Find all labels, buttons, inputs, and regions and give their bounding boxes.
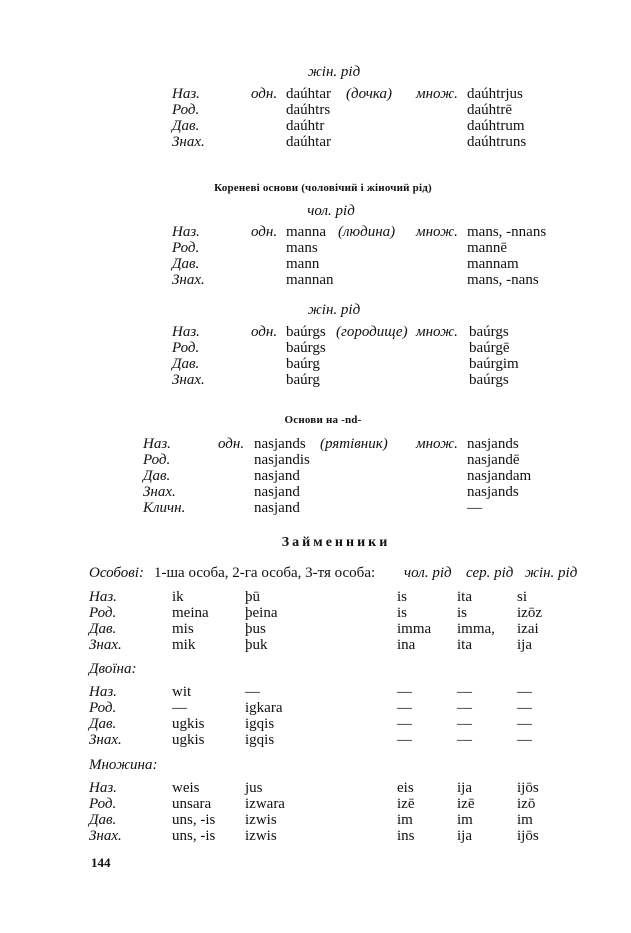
plural-form: mannē [467, 240, 507, 256]
section-title-fem-root: жін. рід [307, 302, 361, 318]
dual-label: Двоїна: [89, 661, 137, 677]
masc-form: im [397, 812, 413, 828]
p1-form: weis [172, 780, 200, 796]
fem-form: si [517, 589, 528, 605]
p1-form: meina [172, 605, 209, 621]
neut-form: — [457, 716, 472, 732]
plural-form: nasjandam [467, 468, 532, 484]
fem-form: izōz [517, 605, 542, 621]
case-label: Наз. [89, 589, 117, 605]
case-label: Дав. [172, 256, 200, 272]
case-label: Дав. [172, 356, 200, 372]
number-label: одн. [251, 324, 278, 340]
neut-form: ija [457, 828, 472, 844]
singular-form: nasjand [254, 468, 300, 484]
page-number: 144 [91, 855, 111, 870]
p1-form: ugkis [172, 716, 205, 732]
section-heading-root-stems: Кореневі основи (чоловічий і жіночий рід) [214, 182, 432, 194]
header-persons: 1-ша особа, 2-га особа, 3-тя особа: [154, 565, 376, 581]
plural-label: множ. [416, 86, 458, 102]
fem-form: ija [517, 637, 532, 653]
case-label: Дав. [89, 812, 117, 828]
case-label: Наз. [143, 436, 171, 452]
p1-form: wit [172, 684, 192, 700]
plural-form: nasjands [467, 484, 519, 500]
p2-form: igkara [245, 700, 283, 716]
case-label: Знах. [89, 637, 122, 653]
neut-form: im [457, 812, 473, 828]
singular-form: mans [286, 240, 318, 256]
case-label: Знах. [172, 372, 205, 388]
case-label: Род. [172, 340, 200, 356]
header-masc: чол. рід [404, 565, 452, 581]
p2-form: þus [245, 621, 266, 637]
fem-form: ijōs [517, 780, 539, 796]
gloss: (людина) [338, 224, 396, 240]
number-label: одн. [251, 86, 278, 102]
fem-form: izō [517, 796, 536, 812]
masc-form: eis [397, 780, 414, 796]
p2-form: izwis [245, 828, 277, 844]
singular-form: mann [286, 256, 320, 272]
masc-form: imma [397, 621, 432, 637]
number-label: одн. [218, 436, 245, 452]
case-label: Знах. [143, 484, 176, 500]
case-label: Дав. [89, 621, 117, 637]
plural-label: множ. [416, 224, 458, 240]
fem-form: izai [517, 621, 539, 637]
plural-form: nasjandē [467, 452, 520, 468]
header-fem: жін. рід [525, 565, 578, 581]
singular-form: nasjands [254, 436, 306, 452]
pronouns-title: Займенники [281, 535, 391, 550]
case-label: Наз. [89, 780, 117, 796]
singular-form: daúhtar [286, 86, 331, 102]
gloss: (рятівник) [320, 436, 388, 452]
singular-form: baúrgs [286, 324, 326, 340]
p2-form: igqis [245, 716, 275, 732]
plural-form: baúrgē [469, 340, 510, 356]
section-title-masc-root: чол. рід [307, 203, 355, 219]
plural-form: daúhtrum [467, 118, 525, 134]
plural-form: mannam [467, 256, 519, 272]
singular-form: daúhtar [286, 134, 331, 150]
singular-form: baúrgs [286, 340, 326, 356]
case-label: Род. [143, 452, 171, 468]
plural-form: baúrgs [469, 372, 509, 388]
plural-form: mans, -nans [467, 272, 539, 288]
neut-form: — [457, 684, 472, 700]
plural-form: — [467, 500, 482, 516]
singular-form: nasjand [254, 500, 300, 516]
case-label: Род. [172, 102, 200, 118]
fem-form: — [517, 700, 532, 716]
p2-form: izwis [245, 812, 277, 828]
p1-form: unsara [172, 796, 212, 812]
p2-form: igqis [245, 732, 275, 748]
neut-form: — [457, 732, 472, 748]
masc-form: ins [397, 828, 415, 844]
p1-form: mik [172, 637, 196, 653]
masc-form: — [397, 732, 412, 748]
p1-form: — [172, 700, 187, 716]
p2-form: þeina [245, 605, 278, 621]
fem-form: ijōs [517, 828, 539, 844]
fem-form: im [517, 812, 533, 828]
case-label: Знах. [89, 828, 122, 844]
singular-form: mannan [286, 272, 334, 288]
singular-form: baúrg [286, 372, 320, 388]
plural-form: daúhtrjus [467, 86, 523, 102]
neut-form: ita [457, 589, 472, 605]
case-label: Наз. [89, 684, 117, 700]
singular-form: nasjand [254, 484, 300, 500]
masc-form: — [397, 700, 412, 716]
fem-form: — [517, 684, 532, 700]
plural-form: daúhtrē [467, 102, 512, 118]
fem-form: — [517, 716, 532, 732]
plural-form: mans, -nnans [467, 224, 547, 240]
case-label: Род. [172, 240, 200, 256]
header-label: Особові: [89, 565, 144, 581]
p2-form: jus [245, 780, 263, 796]
case-label: Наз. [172, 86, 200, 102]
case-label: Дав. [89, 716, 117, 732]
number-label: одн. [251, 224, 278, 240]
case-label: Род. [89, 700, 117, 716]
p1-form: mis [172, 621, 194, 637]
gloss: (городище) [336, 324, 408, 340]
case-label: Род. [89, 605, 117, 621]
plural-form: baúrgs [469, 324, 509, 340]
case-label: Знах. [172, 134, 205, 150]
singular-form: baúrg [286, 356, 320, 372]
plural-section-label: Множина: [89, 757, 158, 773]
p2-form: — [245, 684, 260, 700]
section-heading-nd-stems: Основи на -nd- [284, 414, 362, 426]
section-title-fem-noun: жін. рід [307, 64, 361, 80]
neut-form: ija [457, 780, 472, 796]
p2-form: þuk [245, 637, 268, 653]
p2-form: izwara [245, 796, 285, 812]
case-label: Наз. [172, 324, 200, 340]
p2-form: þū [245, 589, 260, 605]
masc-form: is [397, 589, 408, 605]
plural-form: daúhtruns [467, 134, 527, 150]
singular-form: daúhtr [286, 118, 325, 134]
neut-form: is [457, 605, 468, 621]
masc-form: — [397, 684, 412, 700]
p1-form: ik [172, 589, 184, 605]
case-label: Дав. [143, 468, 171, 484]
neut-form: izē [457, 796, 475, 812]
plural-label: множ. [416, 436, 458, 452]
case-label: Знах. [89, 732, 122, 748]
p1-form: ugkis [172, 732, 205, 748]
neut-form: ita [457, 637, 472, 653]
plural-form: baúrgim [469, 356, 519, 372]
plural-label: множ. [416, 324, 458, 340]
masc-form: — [397, 716, 412, 732]
p1-form: uns, -is [172, 828, 216, 844]
singular-form: manna [286, 224, 326, 240]
case-label: Род. [89, 796, 117, 812]
case-label: Дав. [172, 118, 200, 134]
gloss: (дочка) [346, 86, 392, 102]
neut-form: — [457, 700, 472, 716]
plural-form: nasjands [467, 436, 519, 452]
p1-form: uns, -is [172, 812, 216, 828]
case-label: Наз. [172, 224, 200, 240]
case-label: Кличн. [143, 500, 186, 516]
singular-form: nasjandis [254, 452, 310, 468]
masc-form: ina [397, 637, 416, 653]
masc-form: izē [397, 796, 415, 812]
header-neut: сер. рід [466, 565, 514, 581]
neut-form: imma, [457, 621, 495, 637]
fem-form: — [517, 732, 532, 748]
case-label: Знах. [172, 272, 205, 288]
singular-form: daúhtrs [286, 102, 331, 118]
masc-form: is [397, 605, 408, 621]
